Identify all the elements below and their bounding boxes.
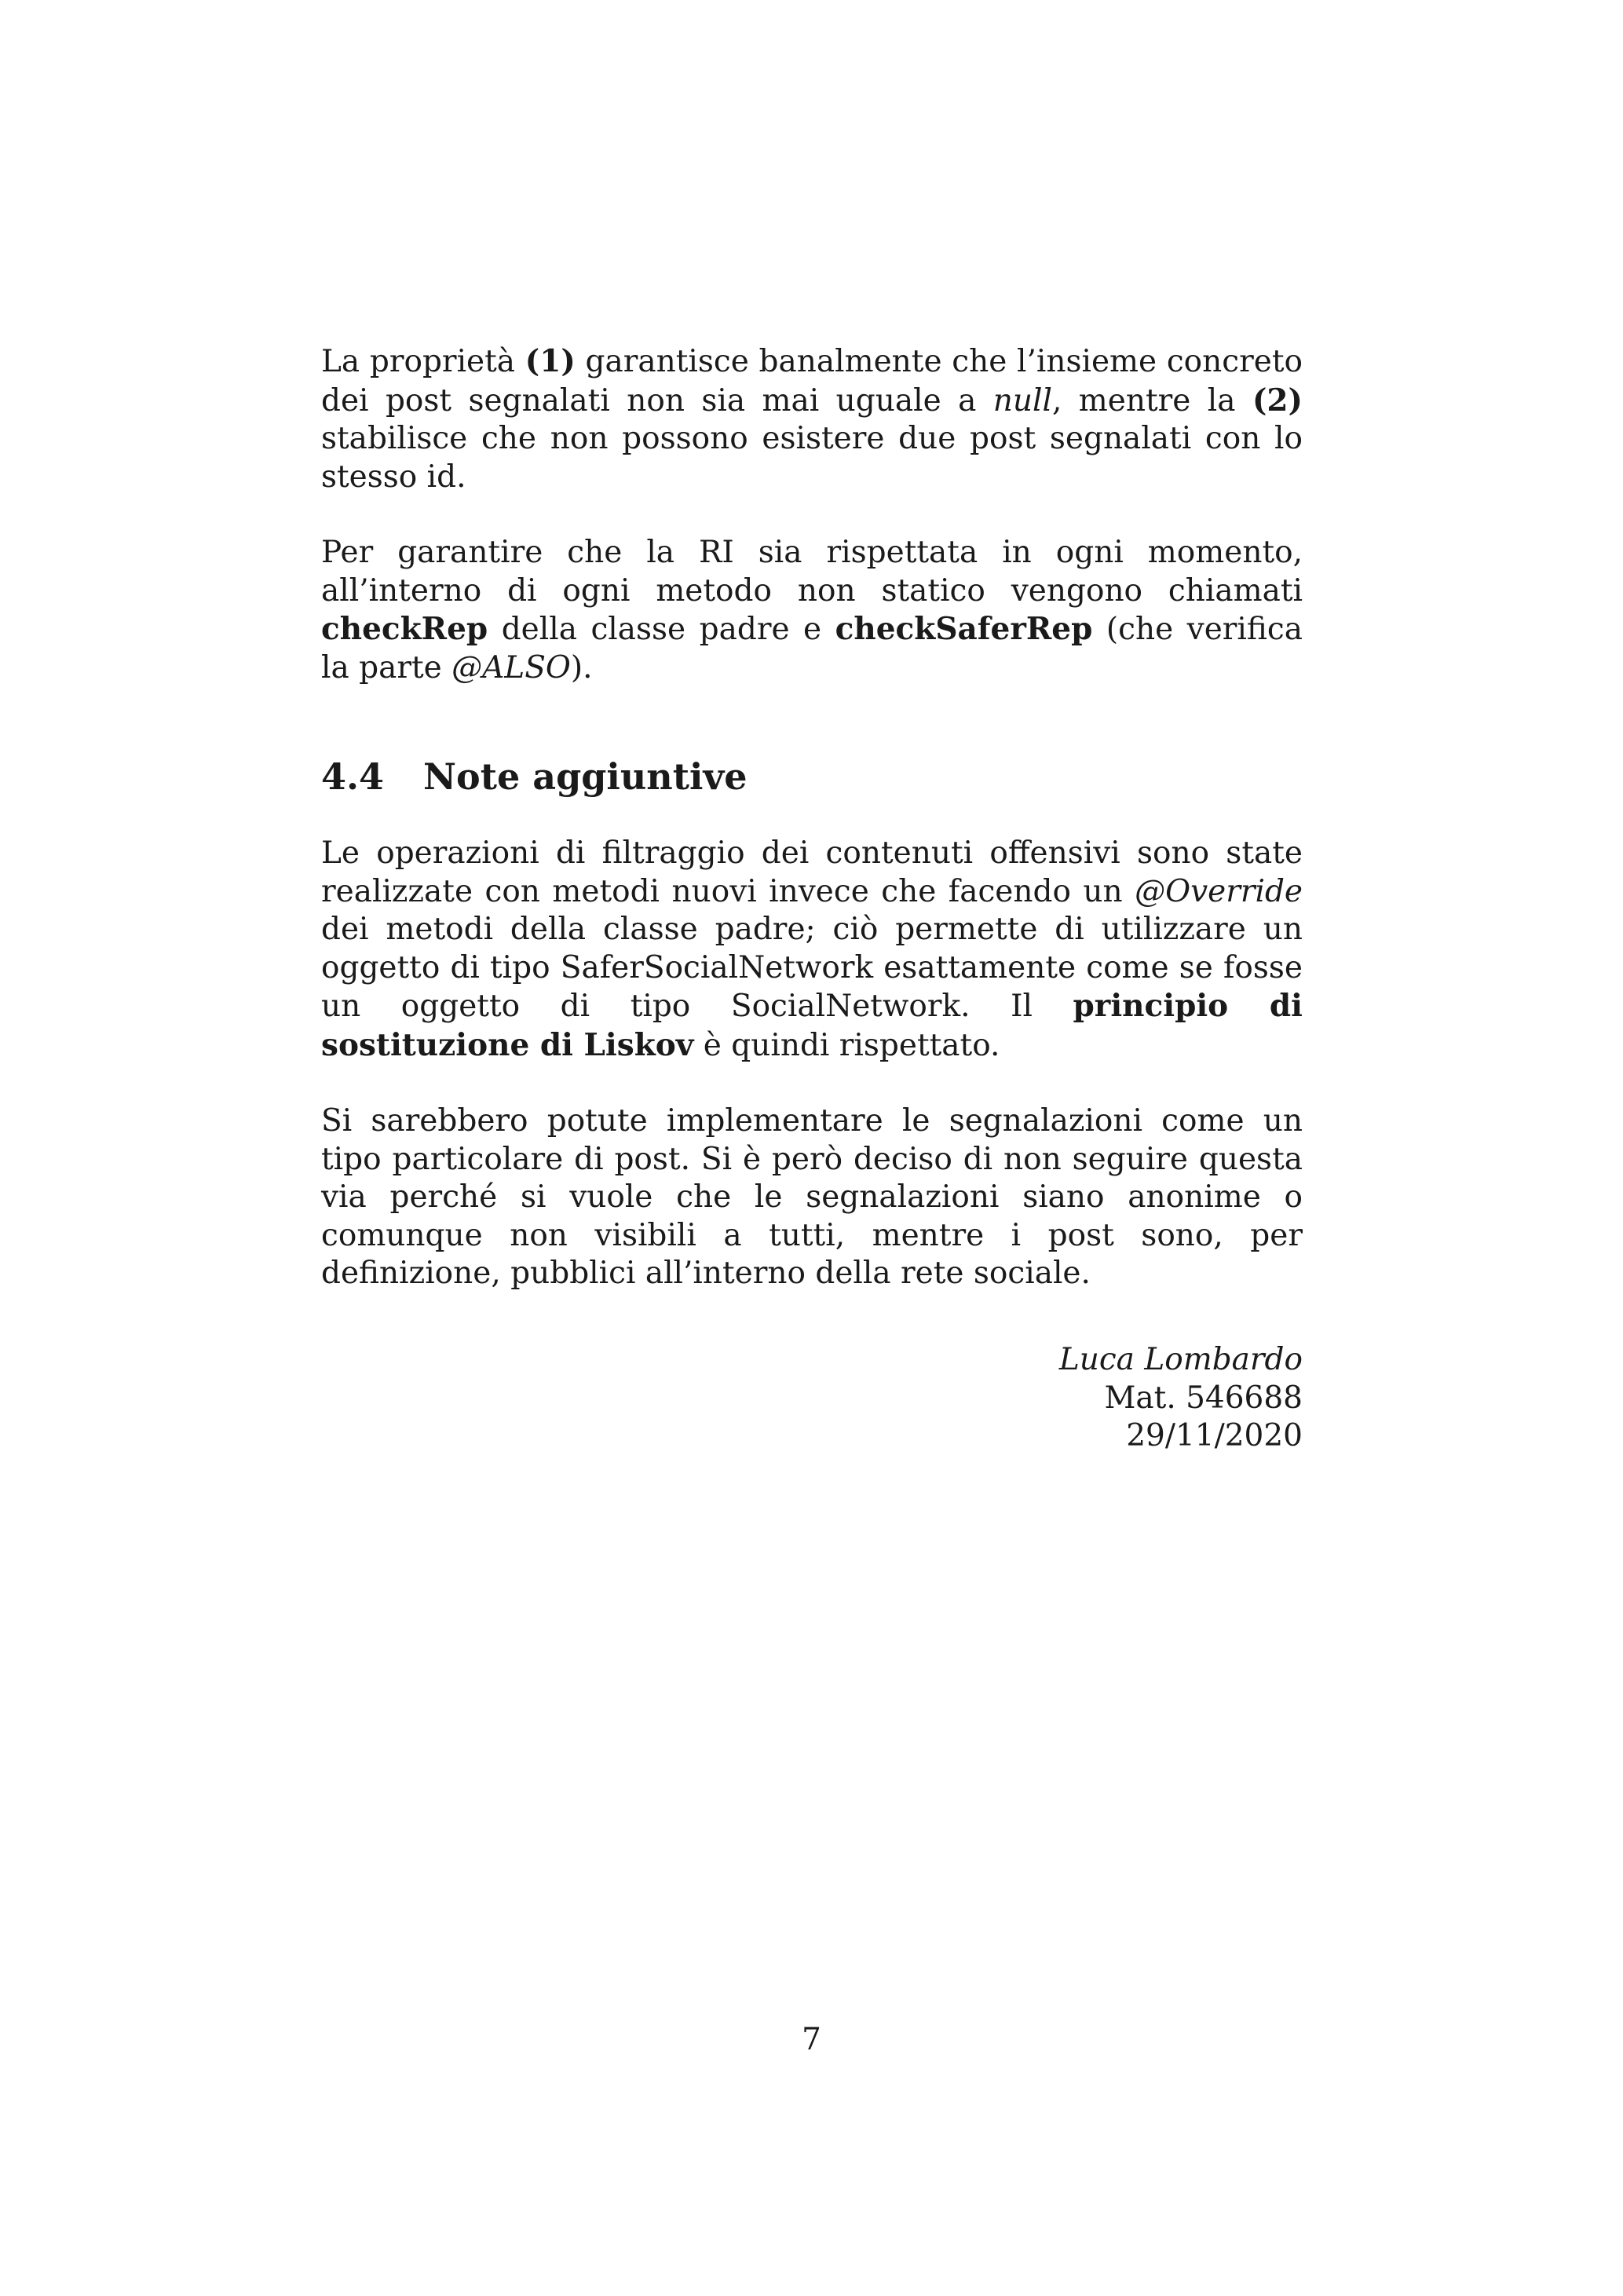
property-ref-1: (1): [525, 343, 576, 379]
date: 29/11/2020: [1126, 1418, 1303, 1453]
checksaferrep-term: checkSaferRep: [835, 611, 1093, 647]
text: della classe padre e: [488, 612, 835, 647]
checkrep-term: checkRep: [321, 611, 488, 647]
text: Per garantire che la RI sia rispettata in ogni momento, all’interno di ogni metodo non statico vengono chiamati: [321, 535, 1303, 609]
text: Si sarebbero potute implementare le segnalazioni come un tipo particolare di post. Si è però deciso di non seguire questa via perché si vuole che le segnalazioni siano anonime o comunque non visibili a tutti, mentre i post sono, per definizione, pubblici all’interno della rete sociale.: [321, 1103, 1303, 1291]
paragraph-ri-properties: [321, 342, 1303, 496]
override-term: @Override: [1135, 873, 1303, 909]
section-title: Note aggiuntive: [423, 755, 748, 798]
text: , mentre la: [1051, 382, 1252, 419]
signature-block: [1059, 1341, 1303, 1456]
text: Le operazioni di filtraggio dei contenuti offensivi sono state realizzate con metodi nuovi invece che facendo un: [321, 835, 1303, 909]
text: è quindi rispettato.: [693, 1027, 1000, 1063]
null-term: null: [992, 382, 1052, 419]
text: dei metodi della classe padre; ciò permette di utilizzare un oggetto di tipo SaferSocialNetwork esattamente come se fosse un oggetto di tipo SocialNetwork. Il: [321, 912, 1303, 1024]
text: stabilisce che non possono esistere due post segnalati con lo stesso id.: [321, 421, 1303, 495]
paragraph-liskov: [321, 835, 1303, 1065]
paragraph-checkrep: [321, 534, 1303, 687]
liskov-term: principio di sostituzione di Liskov: [321, 988, 1303, 1063]
also-term: @ALSO: [451, 649, 571, 686]
text: ).: [570, 649, 593, 686]
matricola: Mat. 546688: [1104, 1380, 1303, 1416]
text: (che verifica la parte: [321, 612, 1303, 686]
text: La proprietà: [321, 344, 525, 379]
property-ref-2: (2): [1252, 382, 1303, 419]
paragraph-reports: [321, 1102, 1303, 1293]
section-number: 4.4: [321, 755, 385, 798]
page-body: [321, 342, 1303, 1293]
author-name: Luca Lombardo: [1058, 1342, 1303, 1377]
section-heading: [321, 755, 1303, 799]
text: garantisce banalmente che l’insieme concreto dei post segnalati non sia mai uguale a: [321, 344, 1303, 419]
page-number: 7: [802, 2022, 821, 2057]
